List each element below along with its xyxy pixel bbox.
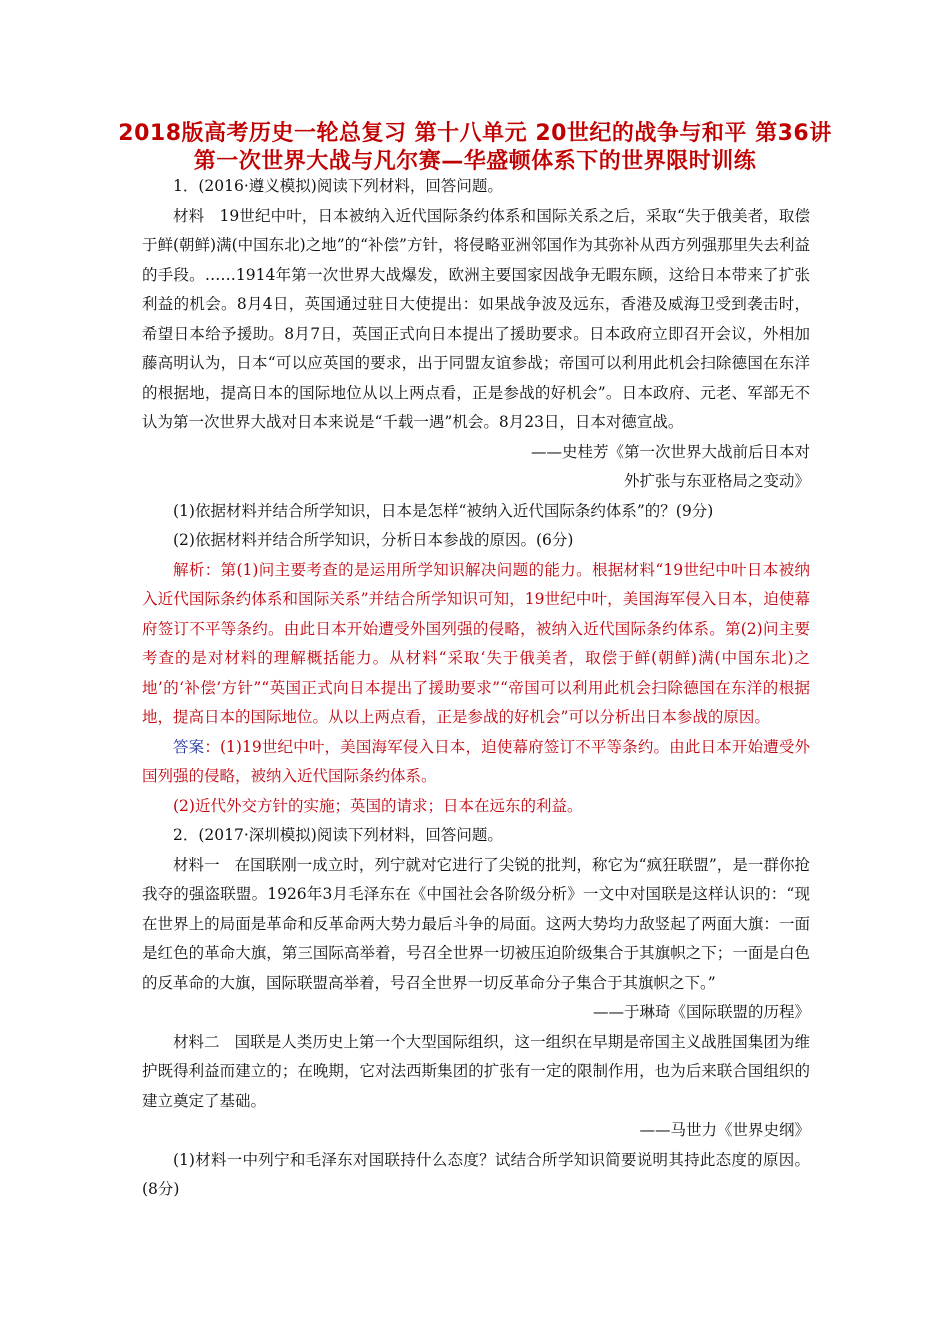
q1-analysis-label: 解析: [173, 560, 205, 579]
q1-answer-text1: ：(1)19世纪中叶，美国海军侵入日本，迫使幕府签订不平等条约。由此日本开始遭受外国列强的侵略，被纳入近代国际条约体系。: [142, 737, 810, 785]
q2-m2-label: 材料二: [173, 1032, 220, 1051]
q1-answer-label: 答案: [173, 737, 205, 756]
q2-material1: [142, 851, 810, 999]
q1-analysis-text: ：第(1)问主要考查的是运用所学知识解决问题的能力。根据材料“19世纪中叶日本被纳入近代国际条约体系和国际关系”并结合所学知识可知，19世纪中叶，美国海军侵入日本，迫使幕府签订不平等条约。由此日本开始遭受外国列强的侵略，被纳入近代国际条约体系。第(2)问主要考查的是对材料的理解概括能力。从材料“采取‘失于俄美者，取偿于鲜(朝鲜)满(中国东北)之地’的‘补偿’方针”“英国正式向日本提出了援助要求”“帝国可以利用此机会扫除德国在东洋的根据地，提高日本的国际地位。从以上两点看，正是参战的好机会”可以分析出日本参战的原因。: [142, 560, 810, 726]
page-title: 2018版高考历史一轮总复习 第十八单元 20世纪的战争与和平 第36讲 第一次世界大战与凡尔赛—华盛顿体系下的世界限时训练: [118, 121, 832, 174]
q2-m2-source: ——马世力《世界史纲》: [639, 1121, 810, 1139]
q1-material-text: 19世纪中叶，日本被纳入近代国际条约体系和国际关系之后，采取“失于俄美者，取偿于鲜(朝鲜)满(中国东北)之地”的“补偿”方针，将侵略亚洲邻国作为其弥补从西方列强那里失去利益的手段。……1914年第一次世界大战爆发，欧洲主要国家因战争无暇东顾，这给日本带来了扩张利益的机会。8月4日，英国通过驻日大使提出：如果战争波及远东，香港及威海卫受到袭击时，希望日本给予援助。8月7日，英国正式向日本提出了援助要求。日本政府立即召开会议，外相加藤高明认为，日本“可以应英国的要求，出于同盟友谊参战；帝国可以利用此机会扫除德国在东洋的根据地，提高日本的国际地位从以上两点看，正是参战的好机会”。日本政府、元老、军部无不认为第一次世界大战对日本来说是“千载一遇”机会。8月23日，日本对德宣战。: [142, 206, 810, 431]
q2-m1-source: ——于琳琦《国际联盟的历程》: [592, 1003, 810, 1021]
q1-source-line2: 外扩张与东亚格局之变动》: [623, 472, 810, 490]
q2-header: 2．(2017·深圳模拟)阅读下列材料，回答问题。: [173, 826, 503, 844]
q1-material-label: 材料: [173, 206, 205, 225]
q1-material: [142, 202, 810, 438]
q2-material2: [142, 1028, 810, 1117]
q1-answer-2: (2)近代外交方针的实施；英国的请求；日本在远东的利益。: [173, 796, 583, 815]
q1-sub1: (1)依据材料并结合所学知识，日本是怎样“被纳入近代国际条约体系”的？(9分): [173, 501, 714, 520]
q1-analysis: [142, 556, 810, 733]
q2-m2-text: 国联是人类历史上第一个大型国际组织，这一组织在早期是帝国主义战胜国集团为维护既得利益而建立的；在晚期，它对法西斯集团的扩张有一定的限制作用，也为后来联合国组织的建立奠定了基础。: [142, 1032, 810, 1110]
q1-sub2: (2)依据材料并结合所学知识，分析日本参战的原因。(6分): [173, 531, 574, 549]
q1-source-line1: ——史桂芳《第一次世界大战前后日本对: [530, 442, 810, 461]
q1-header: 1．(2016·遵义模拟)阅读下列材料，回答问题。: [173, 177, 503, 195]
q2-m1-label: 材料一: [173, 855, 220, 874]
q2-m1-text: 在国联刚一成立时，列宁就对它进行了尖锐的批判，称它为“疯狂联盟”，是一群你抢我夺的强盗联盟。1926年3月毛泽东在《中国社会各阶级分析》一文中对国联是这样认识的：“现在世界上的局面是革命和反革命两大势力最后斗争的局面。这两大势均力敌竖起了两面大旗：一面是红色的革命大旗，第三国际高举着，号召全世界一切被压迫阶级集合于其旗帜之下；一面是白色的反革命的大旗，国际联盟高举着，号召全世界一切反革命分子集合于其旗帜之下。”: [142, 855, 810, 992]
document-body: [142, 172, 810, 1205]
q1-answer: [142, 733, 810, 792]
q2-sub1: (1)材料一中列宁和毛泽东对国联持什么态度？试结合所学知识简要说明其持此态度的原因。(8分): [142, 1150, 810, 1198]
